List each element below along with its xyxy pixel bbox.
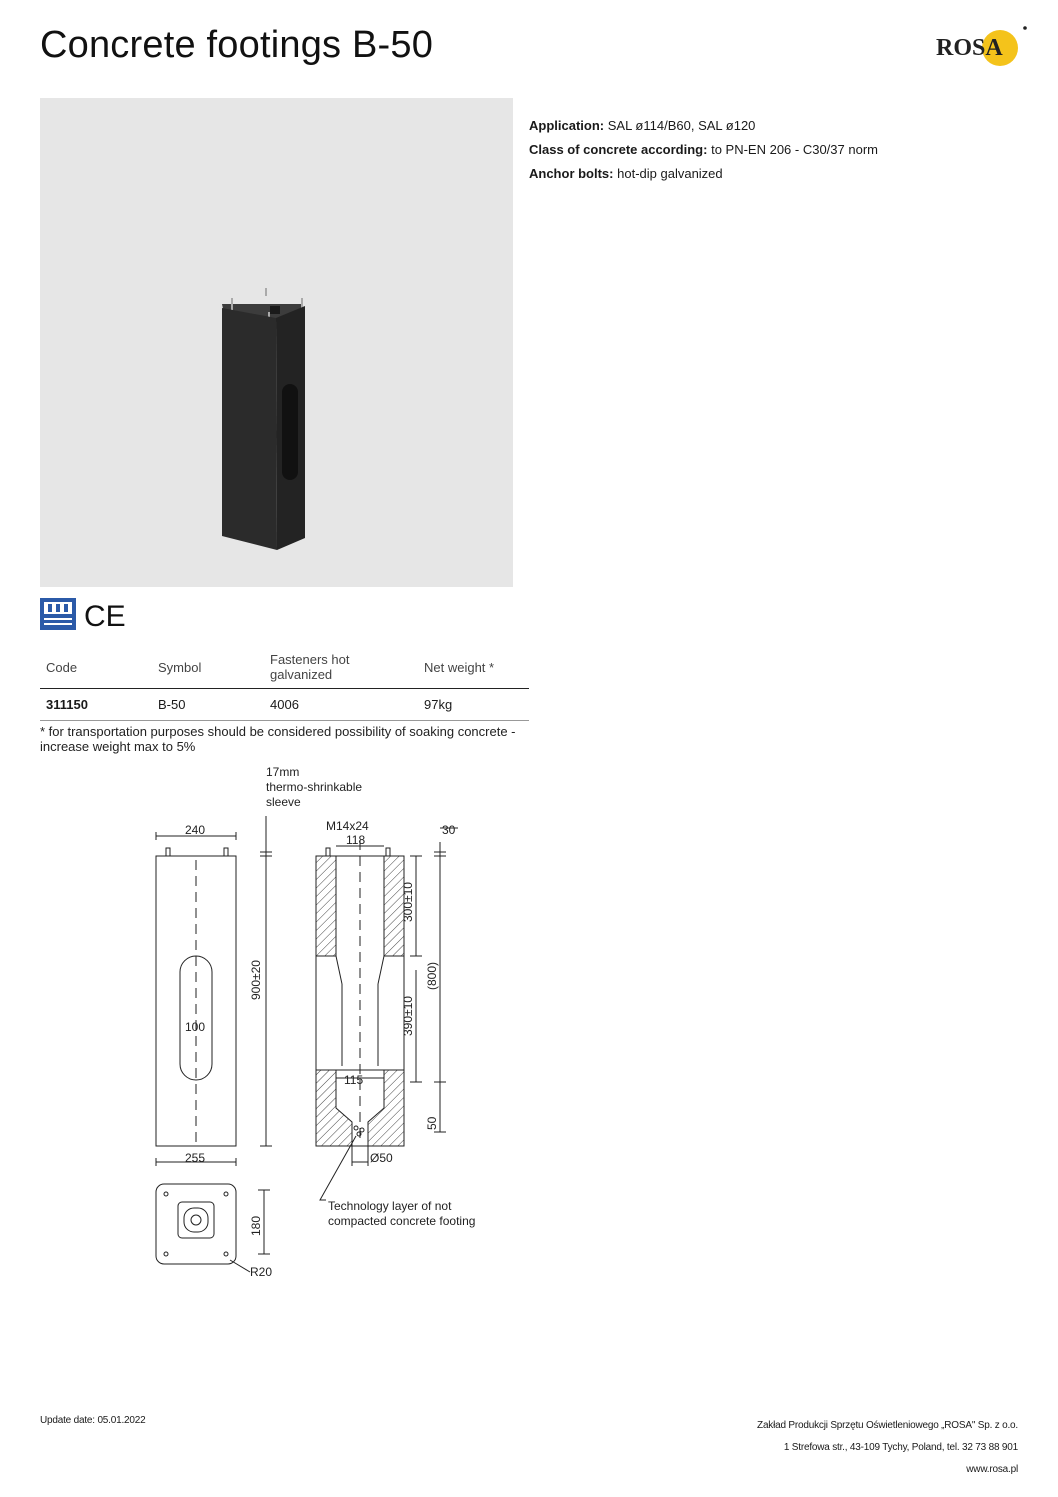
svg-text:240: 240: [185, 823, 206, 837]
certification-marks: [40, 598, 140, 632]
technical-drawing: [130, 760, 530, 1290]
page-title: Concrete footings B-50: [40, 24, 434, 66]
svg-text:compacted concrete footing: compacted concrete footing: [328, 1214, 476, 1228]
cell-symbol: B-50: [152, 689, 264, 721]
svg-text:900±20: 900±20: [249, 960, 263, 1000]
svg-text:R20: R20: [250, 1265, 273, 1279]
cell-code: 311150: [40, 689, 152, 721]
company-name: Zakład Produkcji Sprzętu Oświetleniowego „ROSA" Sp. z o.o.: [757, 1420, 1018, 1431]
weight-note: * for transportation purposes should be considered possibility of soaking concrete - increase weight max to 5%: [40, 724, 516, 754]
col-code: Code: [40, 650, 152, 689]
svg-text:Ø50: Ø50: [370, 1151, 393, 1165]
spec-concrete: Class of concrete according: to PN-EN 206 - C30/37 norm: [529, 142, 878, 157]
svg-text:255: 255: [185, 1151, 206, 1165]
svg-text:115: 115: [344, 1073, 364, 1087]
svg-text:thermo-shrinkable: thermo-shrinkable: [266, 780, 363, 794]
svg-text:118: 118: [346, 833, 366, 847]
update-date: Update date: 05.01.2022: [40, 1415, 146, 1426]
svg-text:50: 50: [425, 1116, 439, 1130]
svg-text:Technology layer of not: Technology layer of not: [328, 1199, 452, 1213]
table-row: [40, 689, 529, 721]
spec-list: [529, 114, 878, 186]
spec-anchor: Anchor bolts: hot-dip galvanized: [529, 166, 723, 181]
rosa-logo: [930, 22, 1030, 70]
svg-text:M14x24: M14x24: [326, 819, 369, 833]
quality-mark-icon: [40, 598, 76, 630]
svg-text:390±10: 390±10: [401, 996, 415, 1036]
svg-text:ROSA: ROSA: [936, 35, 1003, 61]
col-symbol: Symbol: [152, 650, 264, 689]
product-photo: [40, 98, 513, 587]
company-website[interactable]: www.rosa.pl: [966, 1464, 1018, 1475]
product-table: [40, 650, 529, 721]
cell-weight: 97kg: [418, 689, 529, 721]
col-weight: Net weight *: [418, 650, 529, 689]
drawing-labels: [185, 765, 475, 1279]
company-address: 1 Strefowa str., 43-109 Tychy, Poland, tel. 32 73 88 901: [783, 1442, 1018, 1453]
spec-application: Application: SAL ø114/B60, SAL ø120: [529, 118, 756, 133]
svg-text:(800): (800): [425, 961, 439, 990]
svg-text:300±10: 300±10: [401, 882, 415, 922]
svg-text:17mm: 17mm: [266, 765, 300, 779]
cell-fasteners: 4006: [264, 689, 418, 721]
svg-text:30: 30: [442, 823, 456, 837]
company-footer: [757, 1415, 1018, 1481]
svg-text:100: 100: [185, 1020, 206, 1034]
col-fasteners: Fasteners hot galvanized: [264, 650, 418, 689]
ce-mark-icon: CE: [84, 600, 126, 632]
svg-text:180: 180: [249, 1215, 263, 1236]
svg-text:sleeve: sleeve: [266, 795, 301, 809]
